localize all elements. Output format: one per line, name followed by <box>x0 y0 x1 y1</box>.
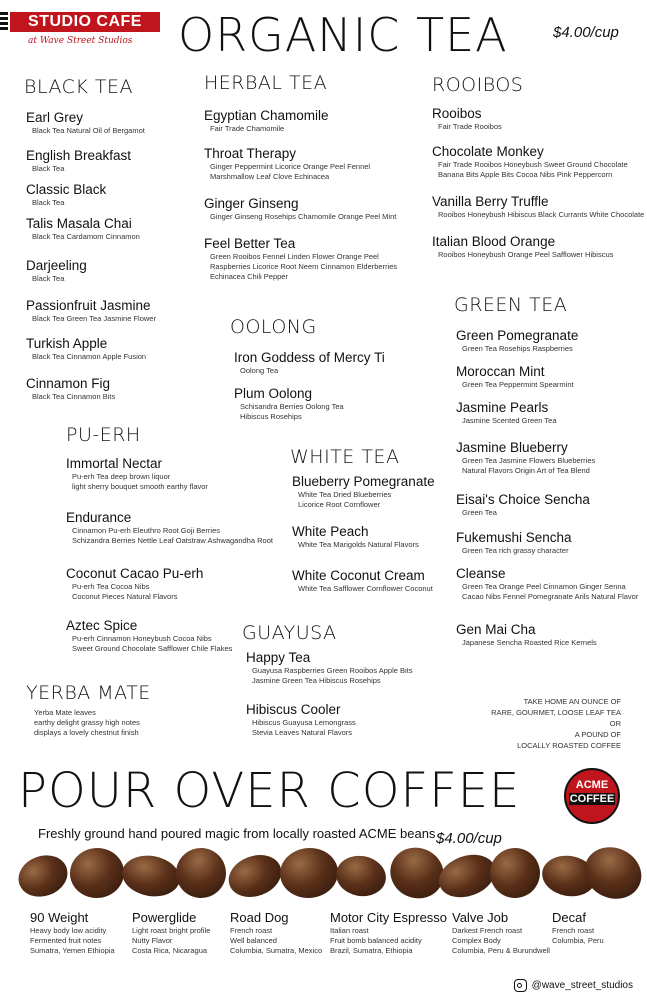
item-name: Chocolate Monkey <box>432 144 544 159</box>
coffee-notes: Complex Body <box>452 936 501 945</box>
menu-item <box>292 568 433 594</box>
item-ingredients: displays a lovely chestnut finish <box>34 728 139 737</box>
item-name: Earl Grey <box>26 110 84 125</box>
item-ingredients: Japanese Sencha Roasted Rice Kernels <box>462 638 597 647</box>
coffee-notes: Columbia, Peru <box>552 936 604 945</box>
coffee-beans-image <box>18 838 628 908</box>
item-ingredients: Black Tea Green Tea Jasmine Flower <box>32 314 156 323</box>
item-name: Throat Therapy <box>204 146 297 161</box>
item-name: Ginger Ginseng <box>204 196 299 211</box>
promo-line: RARE, GOURMET, LOOSE LEAF TEA <box>491 708 621 717</box>
item-name: Fukemushi Sencha <box>456 530 572 545</box>
item-ingredients: Fair Trade Rooibos <box>438 122 502 131</box>
item-name: Blueberry Pomegranate <box>292 474 435 489</box>
coffee-item <box>132 910 210 956</box>
instagram-handle[interactable] <box>514 979 633 992</box>
coffee-bean-icon <box>576 838 647 908</box>
menu-item <box>456 400 557 426</box>
menu-item <box>456 364 574 390</box>
menu-item <box>26 110 145 136</box>
item-ingredients: Rooibos Honeybush Hibiscus Black Currants White Chocolate <box>438 210 645 219</box>
item-ingredients: Sweet Ground Chocolate Safflower Chile Flakes <box>72 644 233 653</box>
item-ingredients: Black Tea Natural Oil of Bergamot <box>32 126 145 135</box>
promo-line: LOCALLY ROASTED COFFEE <box>517 741 621 750</box>
menu-item <box>432 144 628 180</box>
section-rooibos: ROOIBOS <box>432 74 524 96</box>
section-white-tea: WHITE TEA <box>290 446 400 468</box>
coffee-bean-icon <box>488 846 542 900</box>
item-ingredients: Hibiscus Guayusa Lemongrass <box>252 718 356 727</box>
take-home-promo <box>471 696 621 751</box>
item-name: Turkish Apple <box>26 336 108 351</box>
coffee-name: Powerglide <box>132 910 197 925</box>
item-ingredients: Jasmine Scented Green Tea <box>462 416 557 425</box>
section-oolong: OOLONG <box>230 316 317 338</box>
section-green-tea: GREEN TEA <box>454 294 568 316</box>
menu-item <box>292 474 435 510</box>
menu-item <box>456 328 578 354</box>
menu-item <box>204 196 396 222</box>
menu-item <box>66 510 273 546</box>
item-ingredients: Rooibos Honeybush Orange Peel Safflower Hibiscus <box>438 250 614 259</box>
coffee-notes: Fermented fruit notes <box>30 936 102 945</box>
item-ingredients: White Tea Marigolds Natural Flavors <box>298 540 419 549</box>
coffee-bean-icon <box>119 851 183 900</box>
coffee-bean-icon <box>13 849 74 904</box>
menu-item <box>26 298 156 324</box>
item-name: Happy Tea <box>246 650 311 665</box>
item-ingredients: Ginger Peppermint Licorice Orange Peel Fennel <box>210 162 371 171</box>
promo-line: TAKE HOME AN OUNCE OF <box>523 697 621 706</box>
coffee-item <box>552 910 604 946</box>
item-ingredients: Oolong Tea <box>240 366 279 375</box>
coffee-title: POUR OVER COFFEE <box>18 763 521 819</box>
item-name: Classic Black <box>26 182 107 197</box>
coffee-bean-icon <box>68 846 126 901</box>
item-name: Talis Masala Chai <box>26 216 132 231</box>
item-ingredients: Pu-erh Cinnamon Honeybush Cocoa Nibs <box>72 634 212 643</box>
coffee-tagline: Freshly ground hand poured magic from locally roasted ACME beans <box>38 826 436 841</box>
coffee-notes: Columbia, Sumatra, Mexico <box>230 946 323 955</box>
coffee-notes: French roast <box>552 926 595 935</box>
item-name: Immortal Nectar <box>66 456 163 471</box>
item-ingredients: White Tea Dried Blueberries <box>298 490 392 499</box>
item-name: Plum Oolong <box>234 386 313 401</box>
item-ingredients: Marshmallow Leaf Clove Echinacea <box>210 172 330 181</box>
menu-item <box>66 456 208 492</box>
item-name: Jasmine Blueberry <box>456 440 568 455</box>
item-name: Egyptian Chamomile <box>204 108 329 123</box>
menu-item <box>204 236 397 282</box>
instagram-icon <box>514 979 527 992</box>
menu-item <box>204 108 329 134</box>
coffee-name: 90 Weight <box>30 910 89 925</box>
coffee-item <box>230 910 322 956</box>
menu-item <box>432 194 644 220</box>
item-name: White Peach <box>292 524 369 539</box>
coffee-notes: Costa Rica, Nicaragua <box>132 946 208 955</box>
acme-logo-bottom: COFFEE <box>569 793 615 805</box>
item-name: Jasmine Pearls <box>456 400 549 415</box>
promo-line: OR <box>609 719 621 728</box>
item-ingredients: Fair Trade Rooibos Honeybush Sweet Ground Chocolate <box>438 160 628 169</box>
section-pu-erh: PU-ERH <box>66 424 141 446</box>
item-name: Vanilla Berry Truffle <box>432 194 549 209</box>
tea-title: ORGANIC TEA <box>178 8 508 62</box>
item-ingredients: Green Tea Orange Peel Cinnamon Ginger Senna <box>462 582 626 591</box>
promo-line: A POUND OF <box>574 730 621 739</box>
section-black-tea: BLACK TEA <box>24 76 133 98</box>
coffee-name: Valve Job <box>452 910 509 925</box>
coffee-item <box>330 910 447 956</box>
menu-item <box>26 216 140 242</box>
menu-item <box>456 530 572 556</box>
menu-item <box>456 492 590 518</box>
coffee-notes: Italian roast <box>330 926 369 935</box>
section-herbal-tea: HERBAL TEA <box>204 72 328 94</box>
item-ingredients: Banana Bits Apple Bits Cocoa Nibs Pink Peppercorn <box>438 170 613 179</box>
item-ingredients: Black Tea <box>32 198 65 207</box>
item-ingredients: Cacao Nibs Fennel Pomegranate Arils Natural Flavor <box>462 592 639 601</box>
coffee-name: Motor City Espresso <box>330 910 448 925</box>
menu-item <box>30 708 140 738</box>
acme-logo-top: ACME <box>575 779 609 791</box>
menu-item <box>432 234 613 260</box>
coffee-name: Road Dog <box>230 910 289 925</box>
item-ingredients: Green Tea <box>462 508 497 517</box>
item-ingredients: Yerba Mate leaves <box>34 708 96 717</box>
item-ingredients: Fair Trade Chamomile <box>210 124 285 133</box>
coffee-notes: Darkest French roast <box>452 926 523 935</box>
item-ingredients: Green Rooibos Fennel Linden Flower Orange Peel <box>210 252 379 261</box>
item-ingredients: Coconut Pieces Natural Flavors <box>72 592 178 601</box>
menu-item <box>456 566 638 602</box>
item-name: Darjeeling <box>26 258 87 273</box>
item-name: English Breakfast <box>26 148 132 163</box>
coffee-notes: Brazil, Sumatra, Ethiopia <box>330 946 413 955</box>
coffee-notes: Light roast bright profile <box>132 926 211 935</box>
coffee-notes: French roast <box>230 926 273 935</box>
item-ingredients: light sherry bouquet smooth earthy flavor <box>72 482 208 491</box>
instagram-text: @wave_street_studios <box>531 980 633 991</box>
item-ingredients: Green Tea rich grassy character <box>462 546 569 555</box>
item-ingredients: Green Tea Rosehips Raspberries <box>462 344 573 353</box>
item-ingredients: Jasmine Green Tea Hibiscus Rosehips <box>252 676 381 685</box>
item-name: Green Pomegranate <box>456 328 579 343</box>
item-ingredients: Green Tea Jasmine Flowers Blueberries <box>462 456 596 465</box>
coffee-notes: Well balanced <box>230 936 277 945</box>
item-ingredients: Licorice Root Cornflower <box>298 500 381 509</box>
coffee-notes: Columbia, Peru & Burundwell <box>452 946 550 955</box>
item-ingredients: earthy delight grassy high notes <box>34 718 140 727</box>
item-name: White Coconut Cream <box>292 568 425 583</box>
menu-item <box>432 106 502 132</box>
menu-item <box>292 524 419 550</box>
menu-item <box>26 258 87 284</box>
coffee-notes: Heavy body low acidity <box>30 926 107 935</box>
item-name: Passionfruit Jasmine <box>26 298 151 313</box>
item-ingredients: Black Tea <box>32 164 65 173</box>
item-name: Eisai's Choice Sencha <box>456 492 590 507</box>
item-name: Moroccan Mint <box>456 364 545 379</box>
menu-item <box>26 336 146 362</box>
item-name: Cleanse <box>456 566 506 581</box>
menu-item <box>66 618 232 654</box>
menu-item <box>246 702 356 738</box>
coffee-notes: Fruit bomb balanced acidity <box>330 936 422 945</box>
menu-item <box>246 650 413 686</box>
coffee-bean-icon <box>333 852 389 900</box>
item-ingredients: Guayusa Raspberries Green Rooibos Apple Bits <box>252 666 413 675</box>
coffee-item <box>452 910 550 956</box>
item-ingredients: Cinnamon Pu-erh Eleuthro Root Goji Berries <box>72 526 220 535</box>
item-ingredients: Ginger Ginseng Rosehips Chamomile Orange Peel Mint <box>210 212 397 221</box>
menu-item <box>26 148 131 174</box>
menu-item <box>456 440 595 476</box>
item-name: Hibiscus Cooler <box>246 702 341 717</box>
coffee-bean-icon <box>223 848 287 904</box>
section-guayusa: GUAYUSA <box>242 622 337 644</box>
menu-item <box>204 146 370 182</box>
item-name: Cinnamon Fig <box>26 376 111 391</box>
acme-coffee-logo <box>564 768 620 824</box>
tea-price: $4.00/cup <box>553 24 619 41</box>
logo-name: STUDIO CAFE <box>28 13 142 30</box>
item-ingredients: Pu-erh Tea deep brown liquor <box>72 472 171 481</box>
logo-subtitle: at Wave Street Studios <box>28 36 133 46</box>
item-name: Rooibos <box>432 106 482 121</box>
coffee-name: Decaf <box>552 910 586 925</box>
item-ingredients: Schisandra Berries Oolong Tea <box>240 402 344 411</box>
item-ingredients: White Tea Safflower Cornflower Coconut <box>298 584 433 593</box>
item-ingredients: Green Tea Peppermint Spearmint <box>462 380 574 389</box>
item-name: Coconut Cacao Pu-erh <box>66 566 204 581</box>
item-ingredients: Hibiscus Rosehips <box>240 412 302 421</box>
item-name: Gen Mai Cha <box>456 622 536 637</box>
item-name: Aztec Spice <box>66 618 138 633</box>
section-yerba-mate: YERBA MATE <box>26 682 151 704</box>
item-ingredients: Stevia Leaves Natural Flavors <box>252 728 353 737</box>
item-ingredients: Pu-erh Tea Cocoa Nibs <box>72 582 150 591</box>
item-ingredients: Black Tea Cinnamon Apple Fusion <box>32 352 147 361</box>
menu-item <box>26 376 115 402</box>
coffee-price: $4.00/cup <box>436 830 502 847</box>
coffee-notes: Nutty Flavor <box>132 936 173 945</box>
item-name: Italian Blood Orange <box>432 234 556 249</box>
menu-item <box>66 566 203 602</box>
item-ingredients: Schizandra Berries Nettle Leaf Oatstraw Ashwagandha Root <box>72 536 273 545</box>
menu-item <box>234 386 344 422</box>
item-name: Iron Goddess of Mercy Ti <box>234 350 385 365</box>
coffee-item <box>30 910 115 956</box>
item-ingredients: Black Tea Cardamom Cinnamon <box>32 232 140 241</box>
coffee-bean-icon <box>168 840 234 906</box>
item-name: Feel Better Tea <box>204 236 296 251</box>
menu-item <box>26 182 106 208</box>
item-ingredients: Black Tea Cinnamon Bits <box>32 392 116 401</box>
coffee-notes: Sumatra, Yemen Ethiopia <box>30 946 115 955</box>
coffee-bean-icon <box>278 846 340 901</box>
menu-item <box>456 622 597 648</box>
item-ingredients: Echinacea Chili Pepper <box>210 272 288 281</box>
item-ingredients: Raspberries Licorice Root Neem Cinnamon Elderberries <box>210 262 398 271</box>
item-ingredients: Natural Flavors Origin Art of Tea Blend <box>462 466 590 475</box>
item-name: Endurance <box>66 510 132 525</box>
menu-item <box>234 350 385 376</box>
item-ingredients: Black Tea <box>32 274 65 283</box>
